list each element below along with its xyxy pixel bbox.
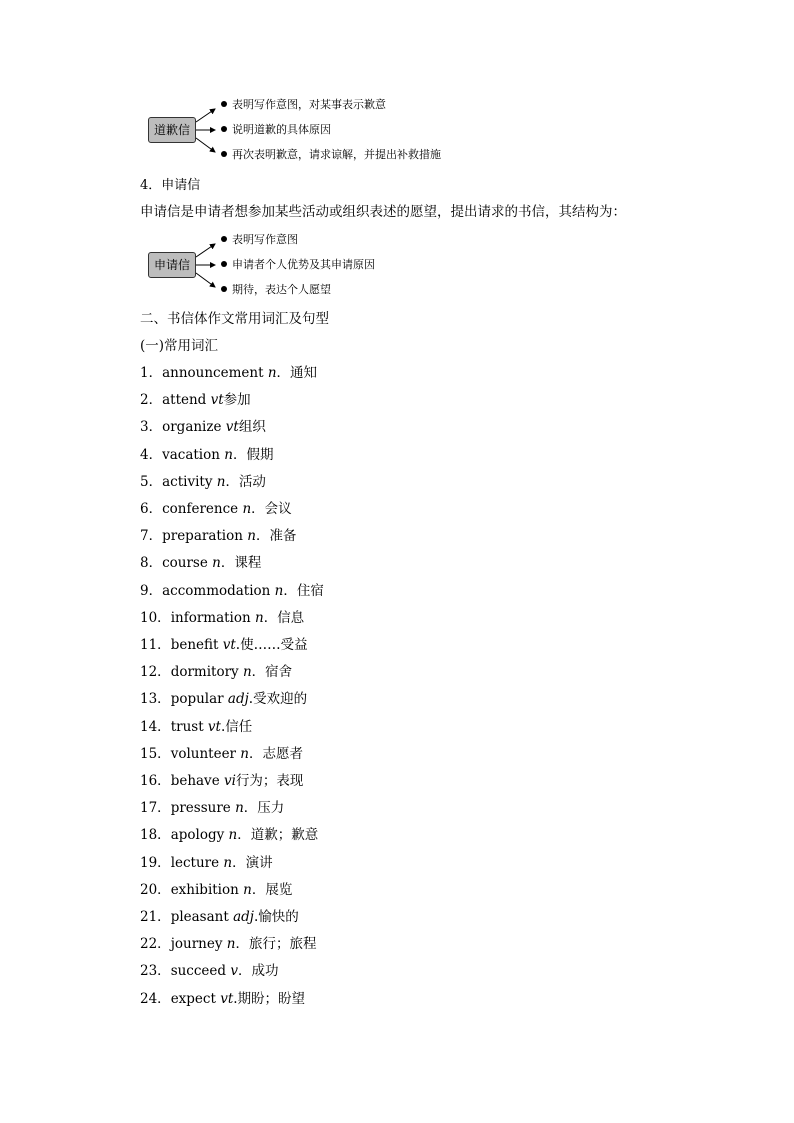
vocab-number: 8． — [140, 555, 163, 572]
bullet-text: 期待，表达个人愿望 — [232, 283, 331, 296]
vocab-number: 19． — [140, 854, 171, 871]
arrow-up-1 — [196, 109, 215, 122]
vocab-number: 4． — [140, 446, 163, 463]
vocab-number: 7． — [140, 528, 163, 545]
vocab-part-of-speech: vt — [222, 637, 236, 653]
vocab-item — [140, 772, 303, 790]
vocab-separator: . — [248, 691, 254, 708]
vocab-word: exhibition — [170, 881, 244, 898]
vocab-part-of-speech: n — [226, 936, 236, 953]
vocab-item — [140, 881, 292, 899]
vocab-separator: . — [220, 718, 226, 735]
vocab-word: vacation — [162, 446, 225, 463]
vocab-number: 24． — [140, 990, 171, 1007]
vocab-part-of-speech: vt — [220, 990, 234, 1007]
arrow-up-2 — [196, 244, 215, 257]
vocab-number: 12． — [140, 664, 171, 681]
vocab-separator: ． — [251, 664, 266, 681]
arrow-down-1 — [196, 138, 215, 152]
vocab-item — [140, 391, 251, 409]
vocab-number: 14． — [140, 718, 171, 735]
bullet-dot — [221, 286, 227, 292]
vocab-meaning: 信息 — [277, 609, 305, 626]
vocab-number: 20． — [140, 881, 171, 898]
vocab-word: conference — [162, 501, 243, 517]
part2-title: 二、书信体作文常用词汇及句型 — [140, 311, 329, 327]
vocab-number: 13． — [140, 691, 171, 708]
vocab-part-of-speech: n — [247, 528, 256, 545]
vocab-part-of-speech: n — [242, 501, 252, 517]
vocab-meaning: 旅行；旅程 — [248, 936, 317, 953]
vocab-meaning: 信任 — [225, 718, 253, 735]
vocab-number: 16． — [140, 773, 171, 789]
vocab-number: 23． — [140, 963, 171, 980]
vocab-meaning: 压力 — [257, 800, 285, 817]
vocab-separator: ． — [225, 473, 239, 490]
vocab-part-of-speech: adj — [233, 909, 254, 925]
vocab-separator: ． — [263, 609, 278, 626]
vocab-separator: ． — [220, 555, 235, 572]
bullet-dot — [221, 151, 227, 157]
vocab-item — [140, 418, 266, 436]
vocab-meaning: 假期 — [246, 446, 274, 463]
vocab-separator: ． — [283, 582, 297, 599]
vocab-number: 17． — [140, 800, 171, 817]
vocab-item — [140, 826, 318, 844]
vocab-meaning: 宿舍 — [265, 664, 293, 681]
bullet-text: 再次表明歉意，请求谅解，并提出补救措施 — [232, 148, 441, 161]
diagram1-bullet-1 — [221, 98, 386, 112]
vocab-number: 2． — [140, 392, 163, 409]
vocab-part-of-speech: n — [216, 473, 226, 490]
vocab-word: expect — [170, 990, 221, 1007]
vocab-item — [140, 990, 305, 1008]
vocab-meaning: 演讲 — [245, 854, 273, 871]
bullet-text: 说明道歉的具体原因 — [232, 123, 331, 136]
diagram2-bullet-3 — [221, 283, 331, 297]
diagram1-bullet-2 — [221, 123, 331, 137]
vocab-separator: ． — [251, 881, 266, 898]
vocab-separator: ． — [249, 745, 263, 762]
vocab-part-of-speech: vt — [225, 419, 239, 436]
vocab-item — [140, 745, 303, 763]
vocab-meaning: 展览 — [265, 881, 293, 898]
vocab-part-of-speech: n — [254, 609, 264, 626]
vocab-word: attend — [162, 392, 211, 409]
vocab-item — [140, 527, 296, 545]
vocab-word: preparation — [162, 528, 248, 545]
vocab-part-of-speech: n — [243, 881, 252, 898]
vocab-word: behave — [170, 773, 224, 789]
vocab-number: 15． — [140, 745, 171, 762]
vocab-word: course — [162, 555, 213, 572]
diagram1-bullet-3 — [221, 148, 441, 162]
vocab-part-of-speech: n — [223, 854, 233, 871]
vocab-word: journey — [170, 936, 227, 953]
vocab-meaning: 组织 — [238, 419, 266, 436]
vocab-number: 6． — [140, 501, 163, 517]
vocab-word: organize — [162, 419, 226, 436]
vocab-word: activity — [162, 473, 217, 490]
vocab-word: popular — [170, 691, 228, 708]
section4-heading: 4．申请信 — [140, 178, 201, 193]
vocab-part-of-speech: vt — [210, 392, 224, 409]
bullet-text: 表明写作意图，对某事表示歉意 — [232, 98, 386, 111]
vocab-separator: ． — [251, 501, 265, 517]
vocab-meaning: 愉快的 — [258, 909, 299, 925]
vocab-word: succeed — [170, 963, 231, 980]
vocab-part-of-speech: n — [235, 800, 244, 817]
vocab-number: 3． — [140, 419, 163, 436]
vocab-meaning: 期盼；盼望 — [237, 990, 306, 1007]
vocab-meaning: 住宿 — [296, 582, 324, 599]
vocab-part-of-speech: n — [242, 664, 252, 681]
vocab-number: 10． — [140, 609, 171, 626]
vocab-number: 18． — [140, 827, 171, 844]
vocab-meaning: 志愿者 — [262, 745, 303, 762]
bullet-dot — [221, 126, 227, 132]
vocab-separator: ． — [232, 854, 246, 871]
vocab-number: 1． — [140, 365, 163, 381]
vocab-item — [140, 500, 292, 518]
vocab-item — [140, 690, 307, 708]
vocab-meaning: 受欢迎的 — [253, 691, 308, 708]
vocab-word: apology — [170, 827, 229, 844]
vocab-meaning: 准备 — [269, 528, 297, 545]
vocab-number: 22． — [140, 936, 171, 953]
vocab-word: announcement — [162, 365, 268, 381]
vocab-item — [140, 636, 308, 654]
vocab-word: dormitory — [170, 664, 243, 681]
vocab-part-of-speech: vt — [207, 718, 221, 735]
vocab-separator: ． — [237, 827, 251, 844]
vocab-separator: ． — [237, 963, 252, 980]
vocab-word: lecture — [170, 854, 224, 871]
bullet-dot — [221, 236, 227, 242]
application-letter-box: 申请信 — [148, 252, 196, 278]
vocab-number: 9． — [140, 582, 163, 599]
vocab-item — [140, 364, 317, 382]
arrow-down-2 — [196, 273, 215, 287]
vocab-word: pleasant — [170, 909, 234, 925]
apology-letter-box: 道歉信 — [148, 117, 196, 143]
bullet-text: 申请者个人优势及其申请原因 — [232, 258, 375, 271]
vocab-item — [140, 554, 261, 572]
vocab-item — [140, 962, 278, 980]
vocab-part-of-speech: n — [224, 446, 233, 463]
bullet-dot — [221, 101, 227, 107]
vocab-word: information — [170, 609, 255, 626]
vocab-separator: . — [235, 637, 241, 653]
vocab-item — [140, 718, 252, 736]
vocab-meaning: 课程 — [234, 555, 262, 572]
vocab-number: 5． — [140, 473, 163, 490]
vocab-word: trust — [170, 718, 208, 735]
vocab-part-of-speech: n — [228, 827, 238, 844]
vocab-part-of-speech: v — [230, 963, 238, 980]
diagram2-bullet-1 — [221, 233, 298, 247]
vocab-separator: ． — [255, 528, 270, 545]
vocab-item — [140, 935, 316, 953]
vocab-word: pressure — [170, 800, 236, 817]
vocab-word: volunteer — [170, 745, 241, 762]
vocab-separator: ． — [276, 365, 291, 381]
vocab-meaning: 会议 — [264, 501, 292, 517]
vocab-separator: ． — [243, 800, 258, 817]
bullet-text: 表明写作意图 — [232, 233, 298, 246]
vocab-item — [140, 446, 273, 464]
vocab-separator: ． — [232, 446, 247, 463]
vocab-number: 11． — [140, 637, 171, 653]
bullet-dot — [221, 261, 227, 267]
diagram2-bullet-2 — [221, 258, 375, 272]
vocab-number: 21． — [140, 909, 171, 925]
vocab-separator: . — [233, 990, 238, 1007]
vocab-meaning: 参加 — [223, 392, 251, 409]
vocab-item — [140, 663, 292, 681]
vocab-item — [140, 799, 284, 817]
vocab-part-of-speech: n — [274, 582, 284, 599]
vocab-item — [140, 609, 304, 627]
vocab-separator: . — [253, 909, 259, 925]
vocab-part-of-speech: adj — [227, 691, 249, 708]
vocab-meaning: 行为；表现 — [235, 773, 304, 789]
vocab-meaning: 通知 — [290, 365, 318, 381]
vocab-item — [140, 473, 266, 491]
vocab-part-of-speech: n — [212, 555, 221, 572]
vocab-meaning: 使……受益 — [240, 637, 308, 653]
sub1-title: (一)常用词汇 — [140, 338, 219, 354]
diagrams-area — [0, 0, 794, 310]
vocab-separator: ． — [235, 936, 249, 953]
vocab-part-of-speech: n — [267, 365, 277, 381]
vocab-meaning: 活动 — [238, 473, 266, 490]
vocab-meaning: 成功 — [251, 963, 279, 980]
vocab-word: accommodation — [162, 582, 275, 599]
vocab-meaning: 道歉；歉意 — [250, 827, 319, 844]
section4-intro: 申请信是申请者想参加某些活动或组织表述的愿望，提出请求的书信，其结构为： — [140, 204, 626, 220]
vocab-part-of-speech: n — [240, 745, 249, 762]
vocab-part-of-speech: vi — [223, 773, 236, 789]
vocab-item — [140, 582, 324, 600]
vocab-item — [140, 854, 273, 872]
vocab-item — [140, 908, 299, 926]
vocab-word: benefit — [170, 637, 223, 653]
